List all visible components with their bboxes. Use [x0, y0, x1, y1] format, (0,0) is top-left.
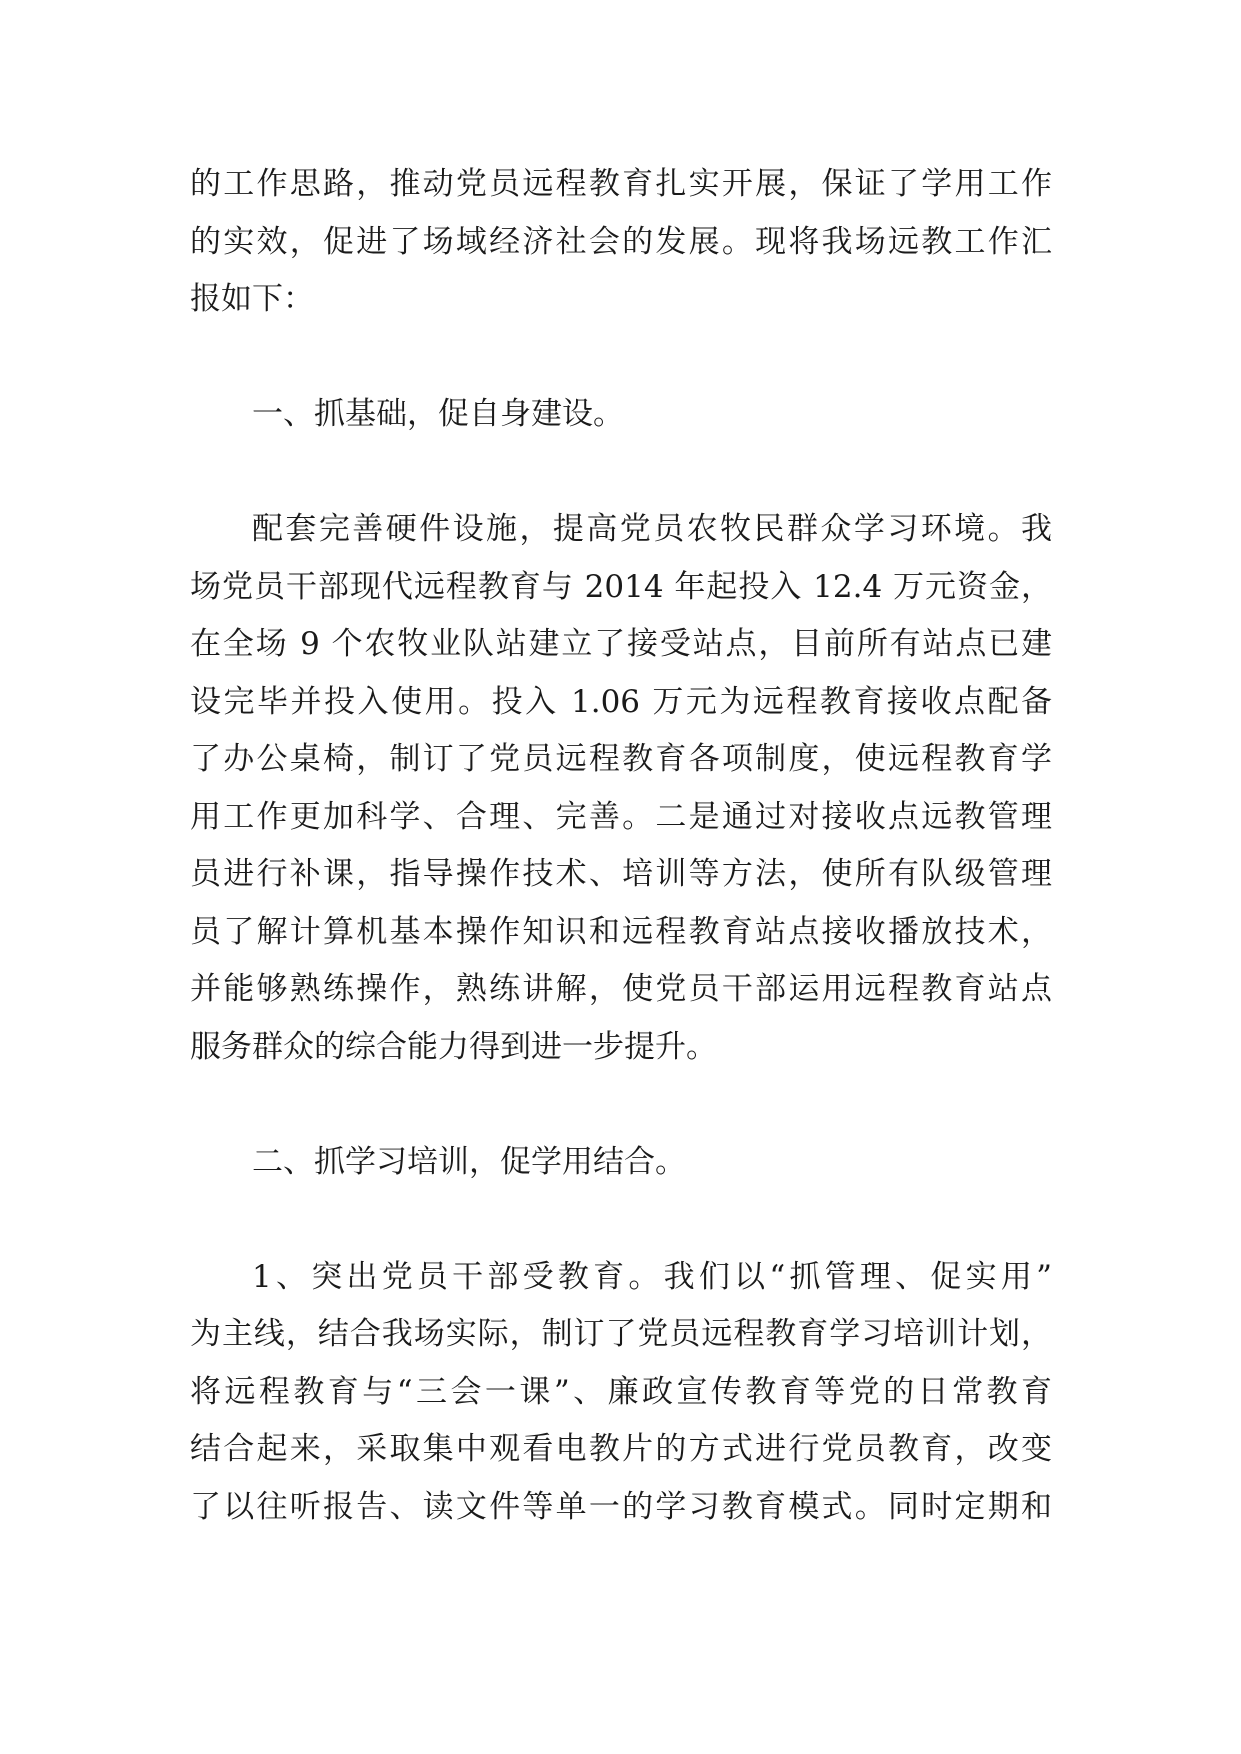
text-line: 了办公桌椅，制订了党员远程教育各项制度，使远程教育学	[190, 741, 1052, 777]
paragraph-gap	[190, 329, 1052, 387]
paragraph-infrastructure	[190, 501, 1052, 1076]
paragraph-training	[190, 1249, 1052, 1537]
text-line: 报如下：	[190, 281, 314, 317]
text-line: 员进行补课，指导操作技术、培训等方法，使所有队级管理	[190, 856, 1052, 892]
text-line: 的工作思路，推动党员远程教育扎实开展，保证了学用工作	[190, 166, 1052, 202]
text-line: 用工作更加科学、合理、完善。二是通过对接收点远教管理	[190, 798, 1052, 835]
text-line: 设完毕并投入使用。投入 1.06 万元为远程教育接收点配备	[190, 683, 1052, 720]
paragraph-gap	[190, 1191, 1052, 1249]
paragraph-gap	[190, 1076, 1052, 1134]
heading-text: 一、抓基础，促自身建设。	[252, 396, 624, 432]
paragraph-intro-continuation	[190, 156, 1052, 329]
text-line: 员了解计算机基本操作知识和远程教育站点接收播放技术，	[190, 913, 1052, 950]
text-line: 服务群众的综合能力得到进一步提升。	[190, 1028, 717, 1065]
text-line: 为主线，结合我场实际，制订了党员远程教育学习培训计划，	[190, 1316, 1052, 1352]
document-body	[190, 156, 1052, 1536]
text-line: 的实效，促进了场域经济社会的发展。现将我场远教工作汇	[190, 223, 1052, 260]
paragraph-gap	[190, 444, 1052, 502]
text-line: 并能够熟练操作，熟练讲解，使党员干部运用远程教育站点	[190, 971, 1052, 1007]
text-line: 在全场 9 个农牧业队站建立了接受站点，目前所有站点已建	[190, 626, 1052, 662]
text-line: 配套完善硬件设施，提高党员农牧民群众学习环境。我	[252, 511, 1052, 547]
section-heading-1	[190, 386, 1052, 444]
text-line: 1、突出党员干部受教育。我们以“抓管理、促实用”	[252, 1258, 1052, 1295]
section-heading-2	[190, 1134, 1052, 1192]
text-line: 了以往听报告、读文件等单一的学习教育模式。同时定期和	[190, 1488, 1052, 1525]
text-line: 结合起来，采取集中观看电教片的方式进行党员教育，改变	[190, 1431, 1052, 1467]
text-line: 场党员干部现代远程教育与 2014 年起投入 12.4 万元资金，	[190, 568, 1052, 605]
text-line: 将远程教育与“三会一课”、廉政宣传教育等党的日常教育	[190, 1373, 1052, 1410]
heading-text: 二、抓学习培训，促学用结合。	[252, 1143, 686, 1180]
